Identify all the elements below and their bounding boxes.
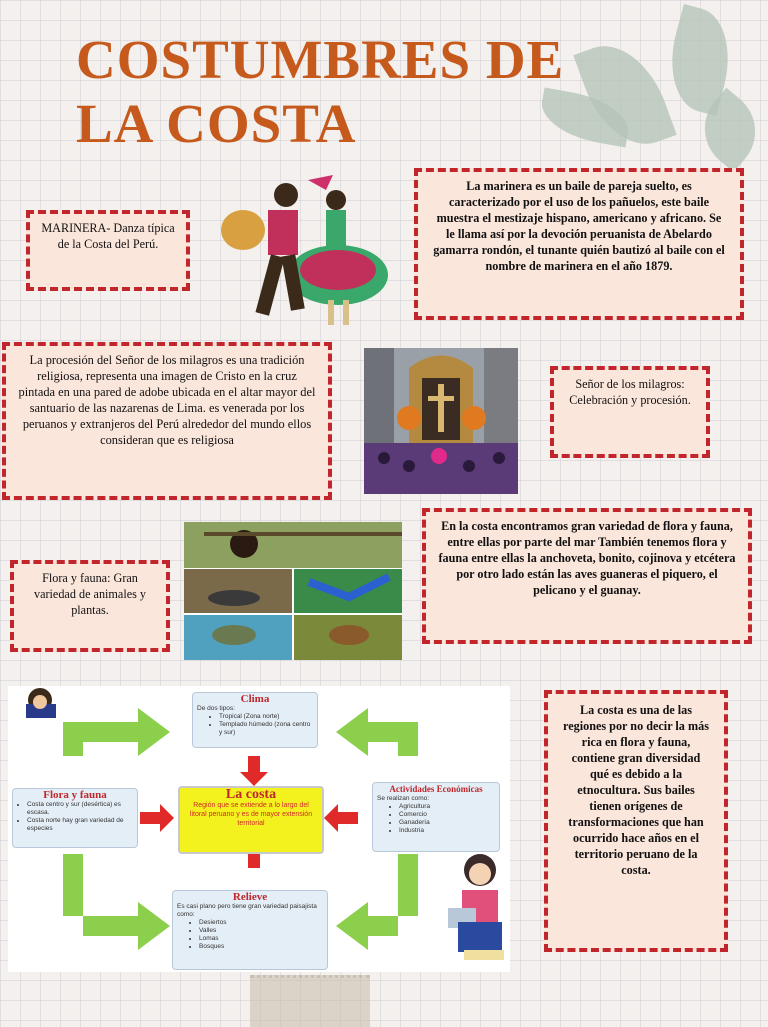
procesion-text: La procesión del Señor de los milagros es una tradición religiosa, representa una imagen de Cristo en la cruz pintada en una pared de adobe ubicada en el altar mayor del santuario de las nazarenas de Lima. es venerada por los peruanos y extranjeros del Perú alrededor del mundo ellos consideran que es religiosa — [18, 353, 316, 447]
red-arrow-left — [140, 804, 174, 832]
red-arrow-right — [324, 804, 358, 832]
flora-text-box — [422, 508, 752, 644]
diagram-flora-item: • Costa norte hay gran variedad de especies — [27, 817, 133, 833]
diagram-actividades-item: • Comercio — [399, 811, 495, 819]
diagram-relieve-box — [172, 890, 328, 970]
diagram-clima-item: • Templado húmedo (zona centro y sur) — [219, 721, 313, 737]
diagram-clima-box — [192, 692, 318, 748]
diagram-actividades-intro: Se realizan como: — [377, 795, 430, 802]
marinera-text: La marinera es un baile de pareja suelto, es caracterizado por el uso de los pañuelos, este baile muestra el mestizaje hispano, americano y africano. Se le llama así por la devoción peruanista de Abelardo gamarra rondón, el tunante quién bautizó al baile con el nombre de marinera en el año 1879. — [433, 179, 725, 273]
title-line-2: LA COSTA — [76, 93, 357, 154]
diagram-center-text: Región que se extiende a lo largo del litoral peruano y es de mayor extensión territorial — [189, 802, 313, 827]
diagram-actividades-item: • Agricultura — [399, 803, 495, 811]
cartoon-boy-illustration — [12, 686, 62, 718]
marinera-label-box — [26, 210, 190, 291]
diagram-relieve-item: • Bosques — [199, 943, 323, 951]
diagram-relieve-item: • Lomas — [199, 935, 323, 943]
diagram-clima-title: Clima — [240, 693, 270, 705]
stamp-decoration — [250, 975, 370, 1027]
diagram-actividades-box — [372, 782, 500, 852]
diagram-flora-box — [12, 788, 138, 848]
diagram-relieve-intro: Es casi plano pero tiene gran variedad paisajista como: — [177, 903, 317, 918]
flora-text: En la costa encontramos gran variedad de flora y fauna, entre ellas por parte del mar También tenemos flora y fauna entre ellas la anchoveta, bonito, cojinova y etcétera por otro lado están las aves guaneras el piquero, el pelicano y el guanay. — [438, 519, 736, 597]
diagram-clima-item: • Tropical (Zona norte) — [219, 713, 313, 721]
diagram-relieve-item: • Desiertos — [199, 919, 323, 927]
diagram-center-title: La costa — [225, 787, 277, 802]
diagram-center-box — [178, 786, 324, 854]
page-title — [76, 28, 636, 156]
red-arrow-top — [240, 756, 268, 786]
diagram-flora-item: • Costa centro y sur (desértica) es escasa. — [27, 801, 133, 817]
region-text-box — [544, 690, 728, 952]
diagram-relieve-item: • Valles — [199, 927, 323, 935]
marinera-text-box — [414, 168, 744, 320]
cartoon-girl-illustration — [444, 850, 510, 968]
title-line-1: COSTUMBRES DE — [76, 29, 565, 90]
senor-milagros-photo — [364, 348, 518, 494]
green-arrow-bottom-right — [336, 854, 418, 950]
region-text: La costa es una de las regiones por no decir la más rica en flora y fauna, contiene gran diversidad qué es debido a la etnocultura. Sus bailes tienen orígenes de transformaciones que han ocurrido hace años en el territorio peruano de la costa. — [563, 703, 709, 877]
diagram-actividades-item: • Industria — [399, 827, 495, 835]
diagram-actividades-title: Actividades Económicas — [389, 784, 483, 794]
procesion-label-box — [550, 366, 710, 458]
diagram-clima-intro: De dos tipos: — [197, 705, 235, 712]
marinera-dancers-illustration — [208, 170, 398, 335]
flora-label: Flora y fauna: Gran variedad de animales y plantas. — [33, 571, 146, 617]
green-arrow-top-right — [336, 708, 418, 756]
diagram-actividades-item: • Ganadería — [399, 819, 495, 827]
flora-fauna-collage — [184, 522, 402, 660]
diagram-relieve-title: Relieve — [232, 891, 268, 903]
costa-diagram — [8, 686, 510, 972]
diagram-flora-title: Flora y fauna — [43, 789, 107, 801]
procesion-label: Señor de los milagros: Celebración y procesión. — [569, 377, 691, 407]
flora-label-box — [10, 560, 170, 652]
green-arrow-top-left — [63, 708, 170, 756]
green-arrow-bottom-left — [63, 854, 170, 950]
procesion-text-box — [2, 342, 332, 500]
marinera-label: MARINERA- Danza típica de la Costa del Perú. — [41, 221, 175, 251]
